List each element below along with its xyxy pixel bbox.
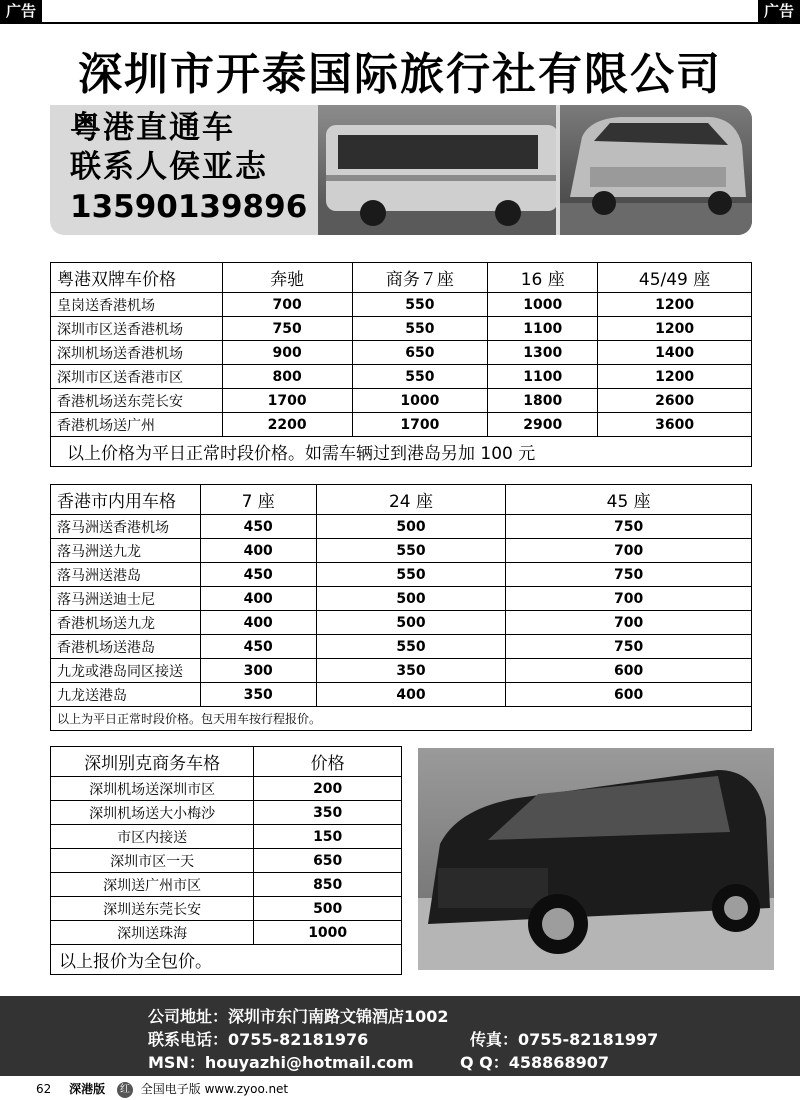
table-header-cell: 奔驰 — [222, 263, 352, 293]
price-cell: 1000 — [488, 293, 598, 317]
hero-contact: 联系人侯亚志 — [70, 149, 268, 185]
table-header-cell: 24 座 — [316, 485, 506, 515]
price-cell: 800 — [222, 365, 352, 389]
table-row — [51, 683, 752, 707]
price-cell: 1400 — [598, 341, 752, 365]
price-cell: 500 — [254, 897, 402, 921]
price-cell: 400 — [200, 611, 316, 635]
price-cell: 900 — [222, 341, 352, 365]
route-cell: 深圳市区送香港机场 — [51, 317, 223, 341]
route-cell: 落马洲送香港机场 — [51, 515, 201, 539]
price-cell: 500 — [316, 515, 506, 539]
table-row — [51, 587, 752, 611]
price-cell: 1000 — [254, 921, 402, 945]
price-cell: 3600 — [598, 413, 752, 437]
route-cell: 落马洲送迪士尼 — [51, 587, 201, 611]
table-row — [51, 539, 752, 563]
table-row — [51, 825, 402, 849]
price-cell: 450 — [200, 635, 316, 659]
price-note: 以上价格为平日正常时段价格。如需车辆过到港岛另加 100 元 — [51, 437, 752, 467]
route-cell: 深圳机场送香港机场 — [51, 341, 223, 365]
table-header-cell: 7 座 — [200, 485, 316, 515]
mainland-hk-price-table — [50, 262, 752, 467]
price-cell: 400 — [200, 539, 316, 563]
route-cell: 香港机场送港岛 — [51, 635, 201, 659]
price-cell: 550 — [352, 293, 488, 317]
footer-address: 公司地址：深圳市东门南路文锦酒店1002 — [148, 1007, 449, 1026]
table-row — [51, 341, 752, 365]
route-cell: 深圳送东莞长安 — [51, 897, 254, 921]
price-cell: 700 — [222, 293, 352, 317]
hero-text — [70, 109, 307, 227]
price-cell: 550 — [352, 365, 488, 389]
table-header-cell: 45/49 座 — [598, 263, 752, 293]
price-cell: 750 — [506, 515, 752, 539]
price-cell: 1300 — [488, 341, 598, 365]
route-cell: 深圳送广州市区 — [51, 873, 254, 897]
route-cell: 落马洲送港岛 — [51, 563, 201, 587]
price-cell: 200 — [254, 777, 402, 801]
footer-msn-row — [148, 1050, 609, 1072]
table-row — [51, 389, 752, 413]
website-link[interactable]: 全国电子版 www.zyoo.net — [140, 1082, 289, 1096]
table-row — [51, 317, 752, 341]
route-cell: 深圳机场送深圳市区 — [51, 777, 254, 801]
price-cell: 450 — [200, 563, 316, 587]
price-cell: 1100 — [488, 365, 598, 389]
route-cell: 深圳送珠海 — [51, 921, 254, 945]
table-header-cell: 45 座 — [506, 485, 752, 515]
hk-city-price-table — [50, 484, 752, 731]
table-row — [51, 293, 752, 317]
route-cell: 香港机场送东莞长安 — [51, 389, 223, 413]
price-cell: 1200 — [598, 317, 752, 341]
price-cell: 300 — [200, 659, 316, 683]
price-cell: 2200 — [222, 413, 352, 437]
route-cell: 落马洲送九龙 — [51, 539, 201, 563]
coach-bus-illustration — [318, 105, 556, 235]
route-cell: 香港机场送九龙 — [51, 611, 201, 635]
price-cell: 500 — [316, 587, 506, 611]
table-row — [51, 635, 752, 659]
table-header-cell: 16 座 — [488, 263, 598, 293]
footer-phone-row — [148, 1027, 659, 1049]
price-cell: 600 — [506, 659, 752, 683]
price-cell: 400 — [200, 587, 316, 611]
price-cell: 550 — [316, 563, 506, 587]
table-header-cell: 粤港双牌车价格 — [51, 263, 223, 293]
table-header-cell: 商务７座 — [352, 263, 488, 293]
price-cell: 1700 — [222, 389, 352, 413]
table-note-row — [51, 945, 402, 975]
price-cell: 150 — [254, 825, 402, 849]
page-number: 62 — [36, 1082, 52, 1096]
hero-phone: 13590139896 — [70, 189, 308, 225]
price-cell: 500 — [316, 611, 506, 635]
company-title: 深圳市开泰国际旅行社有限公司 — [78, 49, 722, 100]
table-header-row — [51, 747, 402, 777]
table-row — [51, 413, 752, 437]
edition-badge-icon: 红 — [117, 1082, 133, 1098]
route-cell: 深圳市区一天 — [51, 849, 254, 873]
table-header-cell: 深圳别克商务车格 — [51, 747, 254, 777]
price-cell: 2900 — [488, 413, 598, 437]
page-info-bar — [36, 1080, 288, 1098]
table-row — [51, 777, 402, 801]
price-cell: 600 — [506, 683, 752, 707]
table-header-cell: 价格 — [254, 747, 402, 777]
price-cell: 450 — [200, 515, 316, 539]
table-row — [51, 921, 402, 945]
table-note-row — [51, 707, 752, 731]
shenzhen-buick-price-table — [50, 746, 402, 975]
price-cell: 350 — [316, 659, 506, 683]
price-note: 以上报价为全包价。 — [51, 945, 402, 975]
price-cell: 1000 — [352, 389, 488, 413]
table-row — [51, 659, 752, 683]
price-cell: 1100 — [488, 317, 598, 341]
buick-mpv-illustration — [418, 748, 774, 970]
minivan-photo — [560, 105, 752, 235]
route-cell: 九龙送港岛 — [51, 683, 201, 707]
route-cell: 皇岗送香港机场 — [51, 293, 223, 317]
table-note-row — [51, 437, 752, 467]
price-cell: 1700 — [352, 413, 488, 437]
table-header-cell: 香港市内用车格 — [51, 485, 201, 515]
price-cell: 350 — [200, 683, 316, 707]
table-row — [51, 849, 402, 873]
minivan-illustration — [560, 105, 752, 235]
price-note: 以上为平日正常时段价格。包天用车按行程报价。 — [51, 707, 752, 731]
table-header-row — [51, 485, 752, 515]
table-row — [51, 873, 402, 897]
table-row — [51, 611, 752, 635]
price-cell: 350 — [254, 801, 402, 825]
price-cell: 2600 — [598, 389, 752, 413]
price-cell: 550 — [316, 635, 506, 659]
price-cell: 1200 — [598, 365, 752, 389]
footer-phone: 联系电话：0755-82181976 — [148, 1030, 369, 1049]
footer-fax: 传真：0755-82181997 — [470, 1030, 659, 1049]
table-row — [51, 897, 402, 921]
price-cell: 700 — [506, 587, 752, 611]
price-cell: 850 — [254, 873, 402, 897]
price-cell: 1200 — [598, 293, 752, 317]
price-cell: 1800 — [488, 389, 598, 413]
price-cell: 750 — [222, 317, 352, 341]
hero-service: 粤港直通车 — [70, 110, 235, 146]
price-cell: 650 — [352, 341, 488, 365]
price-cell: 700 — [506, 539, 752, 563]
route-cell: 香港机场送广州 — [51, 413, 223, 437]
price-cell: 550 — [316, 539, 506, 563]
table-row — [51, 801, 402, 825]
table-row — [51, 365, 752, 389]
hero-banner — [50, 105, 752, 235]
coach-bus-photo — [318, 105, 556, 235]
route-cell: 市区内接送 — [51, 825, 254, 849]
top-rule — [0, 22, 800, 24]
footer-msn: MSN：houyazhi@hotmail.com — [148, 1053, 414, 1072]
footer-contact-bar — [0, 996, 800, 1076]
ad-tag-left: 广告 — [0, 0, 42, 22]
route-cell: 深圳市区送香港市区 — [51, 365, 223, 389]
price-cell: 750 — [506, 563, 752, 587]
price-cell: 400 — [316, 683, 506, 707]
table-row — [51, 563, 752, 587]
route-cell: 深圳机场送大小梅沙 — [51, 801, 254, 825]
price-cell: 700 — [506, 611, 752, 635]
footer-qq: Q Q：458868907 — [460, 1053, 609, 1072]
ad-tag-right: 广告 — [758, 0, 800, 22]
price-cell: 550 — [352, 317, 488, 341]
buick-mpv-photo — [418, 748, 774, 970]
price-cell: 650 — [254, 849, 402, 873]
edition-label: 深港版 — [69, 1082, 106, 1096]
price-cell: 750 — [506, 635, 752, 659]
route-cell: 九龙或港岛同区接送 — [51, 659, 201, 683]
table-header-row — [51, 263, 752, 293]
table-row — [51, 515, 752, 539]
